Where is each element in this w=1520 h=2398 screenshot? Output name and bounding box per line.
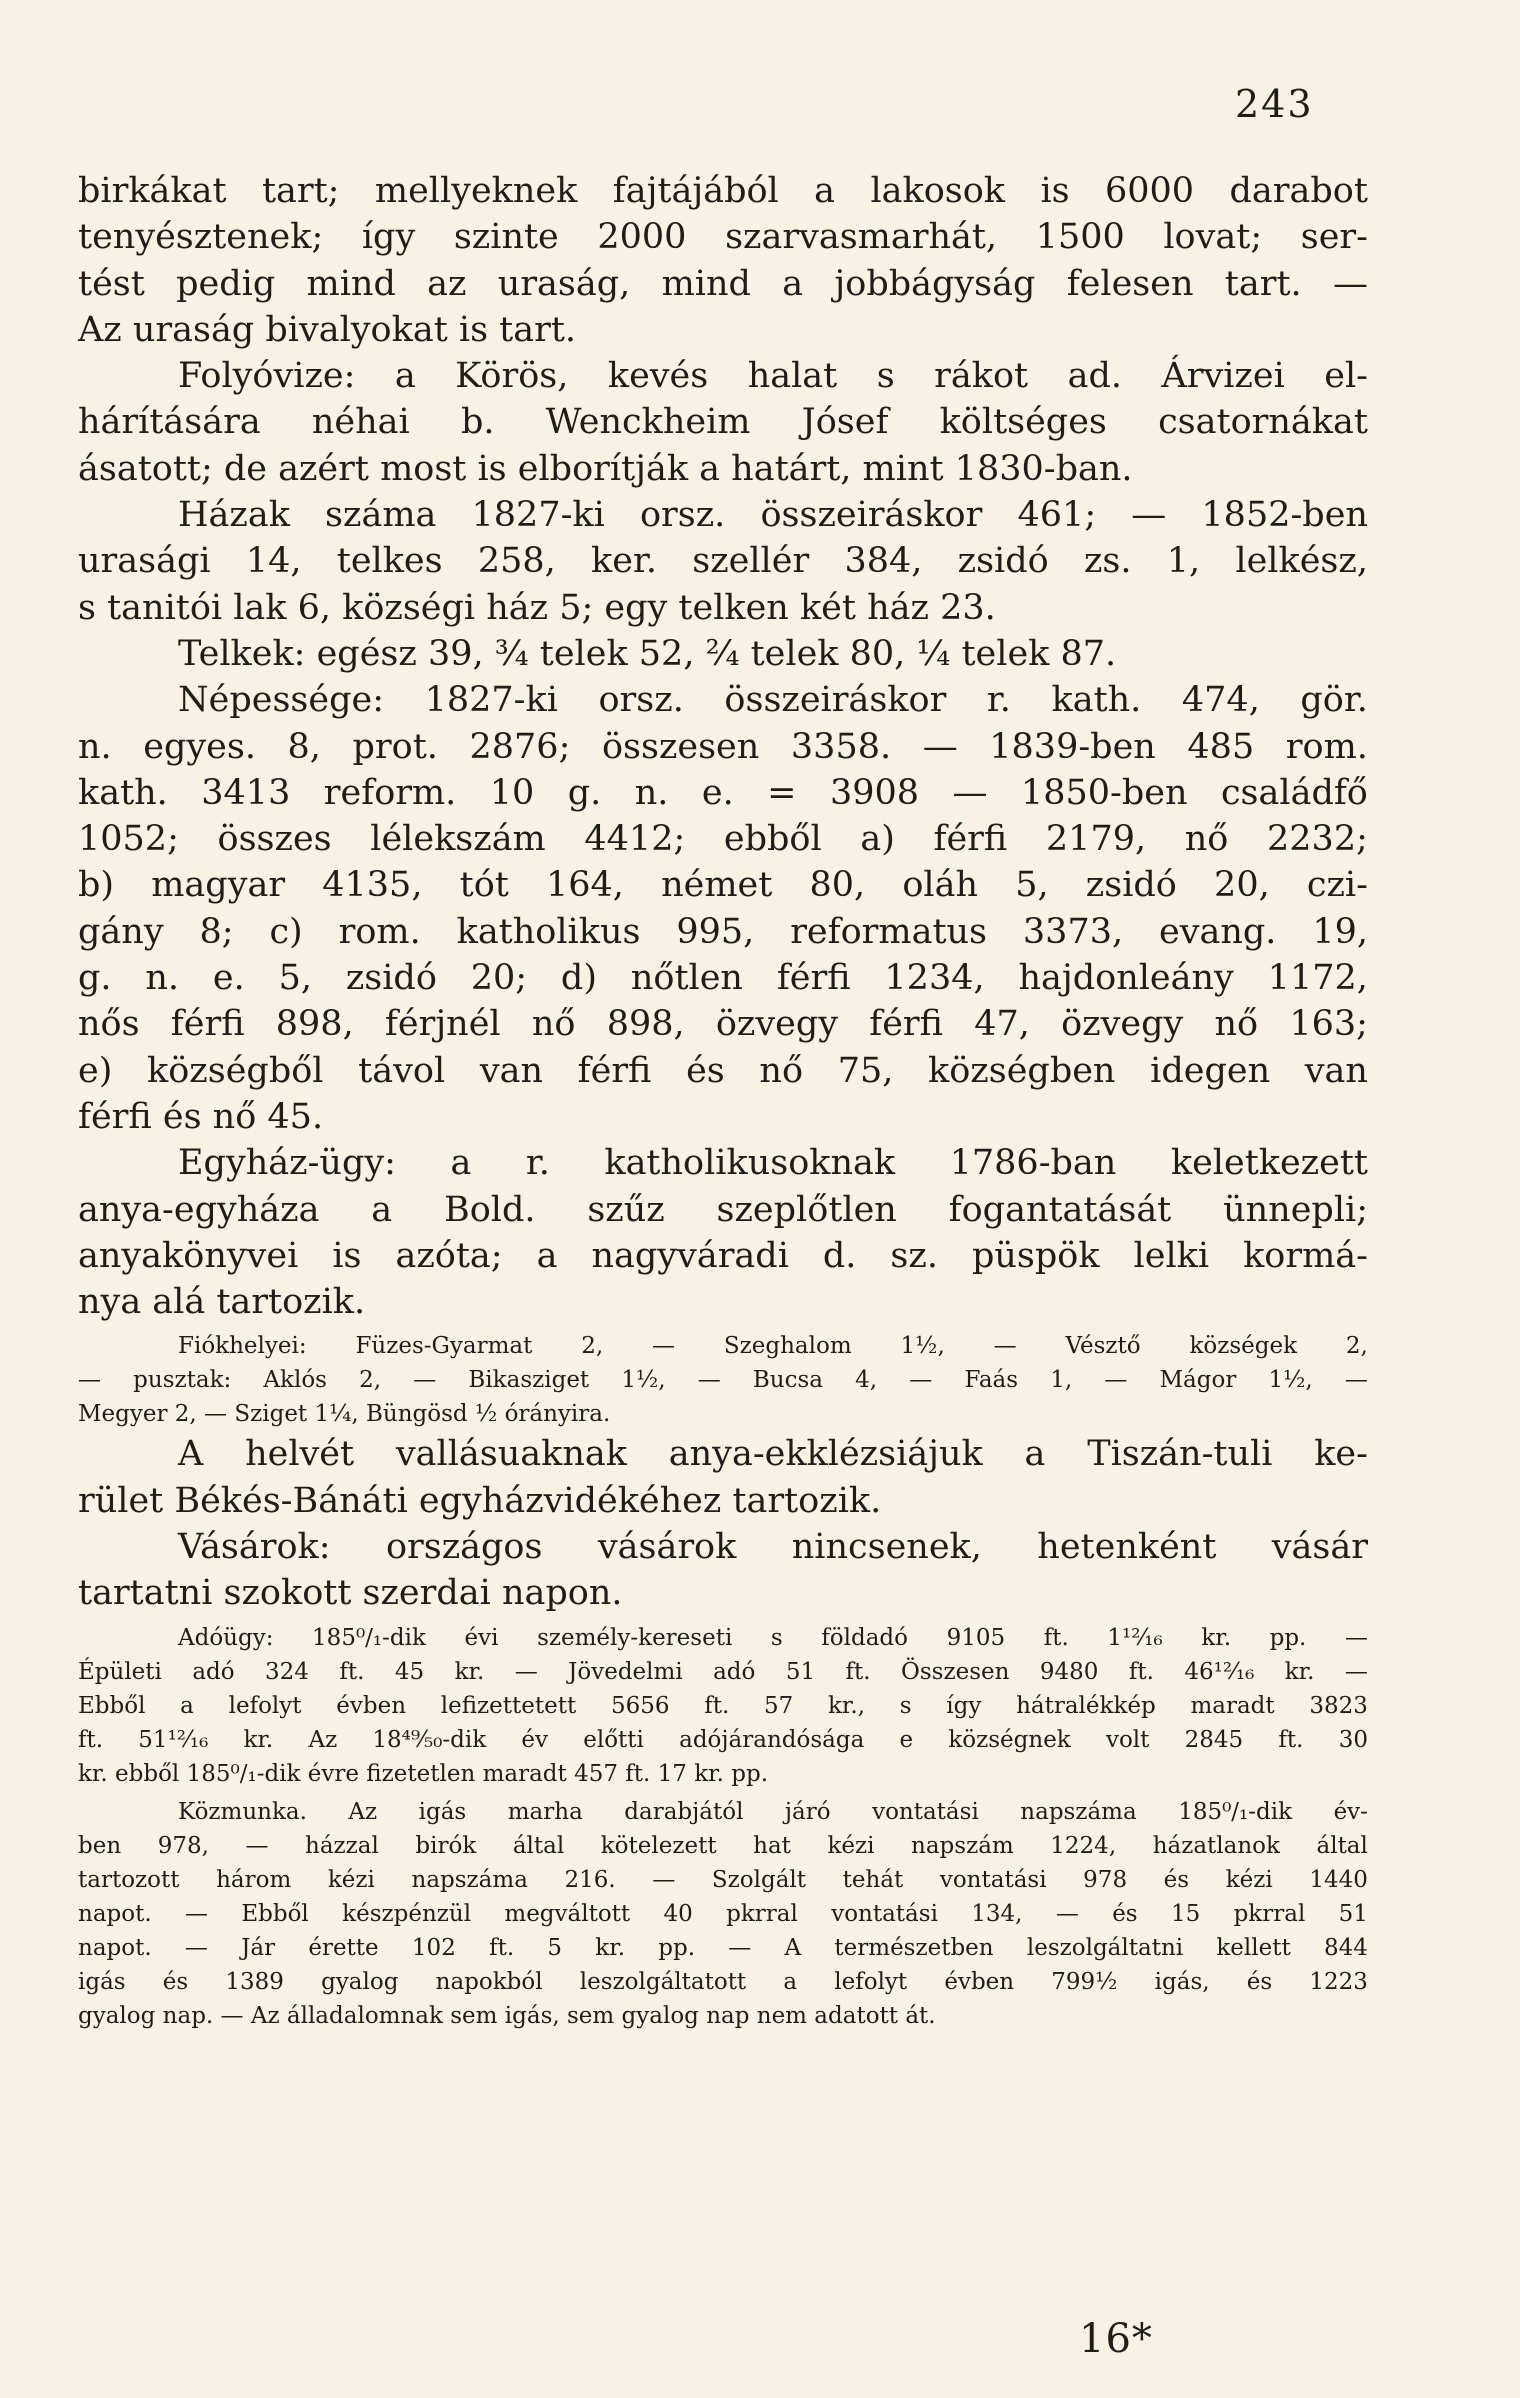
- text-line: nős férfi 898, férjnél nő 898, özvegy férfi 47, özvegy nő 163;: [78, 1004, 1368, 1045]
- text-line: napot. — Jár érette 102 ft. 5 kr. pp. — A természetben leszolgáltatni kellett 844: [78, 1934, 1368, 1961]
- text-line: hárítására néhai b. Wenckheim Jósef költséges csatornákat: [78, 402, 1368, 443]
- text-line: e) községből távol van férfi és nő 75, községben idegen van: [78, 1050, 1368, 1091]
- text-line: igás és 1389 gyalog napokból leszolgáltatott a lefolyt évben 799½ igás, és 1223: [78, 1968, 1368, 1995]
- text-line: Telkek: egész 39, ¾ telek 52, ²⁄₄ telek 80, ¼ telek 87.: [178, 633, 1117, 674]
- text-line: birkákat tart; mellyeknek fajtájából a lakosok is 6000 darabot: [78, 171, 1368, 211]
- text-line: anyakönyvei is azóta; a nagyváradi d. sz. püspök lelki kormá-: [78, 1235, 1368, 1276]
- text-line: 1052; összes lélekszám 4412; ebből a) férfi 2179, nő 2232;: [78, 819, 1368, 860]
- footnote-kozmunka: [78, 1795, 1368, 2033]
- signature-mark: 16*: [1079, 2316, 1153, 2362]
- text-line: kath. 3413 reform. 10 g. n. e. = 3908 — 1850-ben családfő: [78, 772, 1368, 813]
- text-line: tést pedig mind az uraság, mind a jobbágyság felesen tart. —: [78, 263, 1368, 304]
- text-line: férfi és nő 45.: [78, 1096, 324, 1137]
- text-line: tartozott három kézi napszáma 216. — Szolgált tehát vontatási 978 és kézi 1440: [78, 1866, 1368, 1893]
- text-line: A helvét vallásuaknak anya-ekklézsiájuk a Tiszán-tuli ke-: [178, 1434, 1368, 1475]
- text-line: Folyóvize: a Körös, kevés halat s rákot ad. Árvizei el-: [178, 356, 1368, 397]
- text-line: b) magyar 4135, tót 164, német 80, oláh 5, zsidó 20, czi-: [78, 865, 1368, 906]
- text-line: ben 978, — házzal birók által kötelezett hat kézi napszám 1224, házatlanok által: [78, 1832, 1368, 1859]
- text-line: Megyer 2, — Sziget 1¼, Büngösd ½ órányira.: [78, 1401, 611, 1428]
- text-line: Adóügy: 185⁰/₁-dik évi személy-kereseti s földadó 9105 ft. 1¹²⁄₁₆ kr. pp. —: [178, 1624, 1368, 1651]
- text-line: Vásárok: országos vásárok nincsenek, hetenként vásár: [178, 1527, 1368, 1568]
- text-body: [78, 168, 1368, 2033]
- text-line: urasági 14, telkes 258, ker. szellér 384, zsidó zs. 1, lelkész,: [78, 541, 1368, 582]
- footnote-adougy: [78, 1621, 1368, 1791]
- text-line: Házak száma 1827-ki orsz. összeiráskor 461; — 1852-ben: [178, 495, 1368, 536]
- paragraph-group-main: [78, 168, 1368, 1325]
- text-line: Az uraság bivalyokat is tart.: [78, 309, 577, 350]
- text-line: napot. — Ebből készpénzül megváltott 40 pkrral vontatási 134, — és 15 pkrral 51: [78, 1900, 1368, 1927]
- text-line: gyalog nap. — Az álladalomnak sem igás, sem gyalog nap nem adatott át.: [78, 2002, 936, 2029]
- text-line: ásatott; de azért most is elborítják a határt, mint 1830-ban.: [78, 448, 1133, 489]
- text-line: anya-egyháza a Bold. szűz szeplőtlen fogantatását ünnepli;: [78, 1189, 1368, 1230]
- footnote-fiokhelyei: [78, 1329, 1368, 1431]
- text-line: rület Békés-Bánáti egyházvidékéhez tartozik.: [78, 1480, 882, 1521]
- text-line: Népessége: 1827-ki orsz. összeiráskor r. kath. 474, gör.: [178, 680, 1368, 721]
- text-line: s tanitói lak 6, községi ház 5; egy telken két ház 23.: [78, 587, 996, 628]
- text-line: nya alá tartozik.: [78, 1282, 366, 1323]
- page-number: 243: [1235, 82, 1314, 126]
- text-line: Fiókhelyei: Füzes-Gyarmat 2, — Szeghalom 1½, — Vésztő községek 2,: [178, 1333, 1368, 1360]
- text-line: n. egyes. 8, prot. 2876; összesen 3358. — 1839-ben 485 rom.: [78, 726, 1368, 767]
- text-line: kr. ebből 185⁰/₁-dik évre fizetetlen maradt 457 ft. 17 kr. pp.: [78, 1760, 769, 1787]
- text-line: tenyésztenek; így szinte 2000 szarvasmarhát, 1500 lovat; ser-: [78, 217, 1368, 258]
- text-line: Egyház-ügy: a r. katholikusoknak 1786-ban keletkezett: [178, 1143, 1368, 1184]
- text-line: gány 8; c) rom. katholikus 995, reformatus 3373, evang. 19,: [78, 911, 1368, 952]
- text-line: Közmunka. Az igás marha darabjától járó vontatási napszáma 185⁰/₁-dik év-: [178, 1798, 1368, 1825]
- text-line: Ebből a lefolyt évben lefizettetett 5656 ft. 57 kr., s így hátralékkép maradt 3823: [78, 1692, 1368, 1719]
- text-line: ft. 51¹²⁄₁₆ kr. Az 18⁴⁹⁄₅₀-dik év előtti adójárandósága e községnek volt 2845 ft. 30: [78, 1726, 1368, 1753]
- text-line: g. n. e. 5, zsidó 20; d) nőtlen férfi 1234, hajdonleány 1172,: [78, 958, 1368, 999]
- paragraph-group-helvet: [78, 1431, 1368, 1616]
- text-line: Épületi adó 324 ft. 45 kr. — Jövedelmi adó 51 ft. Összesen 9480 ft. 46¹²⁄₁₆ kr. —: [78, 1658, 1368, 1685]
- text-line: tartatni szokott szerdai napon.: [78, 1573, 623, 1614]
- text-line: — pusztak: Aklós 2, — Bikasziget 1½, — Bucsa 4, — Faás 1, — Mágor 1½, —: [78, 1367, 1368, 1394]
